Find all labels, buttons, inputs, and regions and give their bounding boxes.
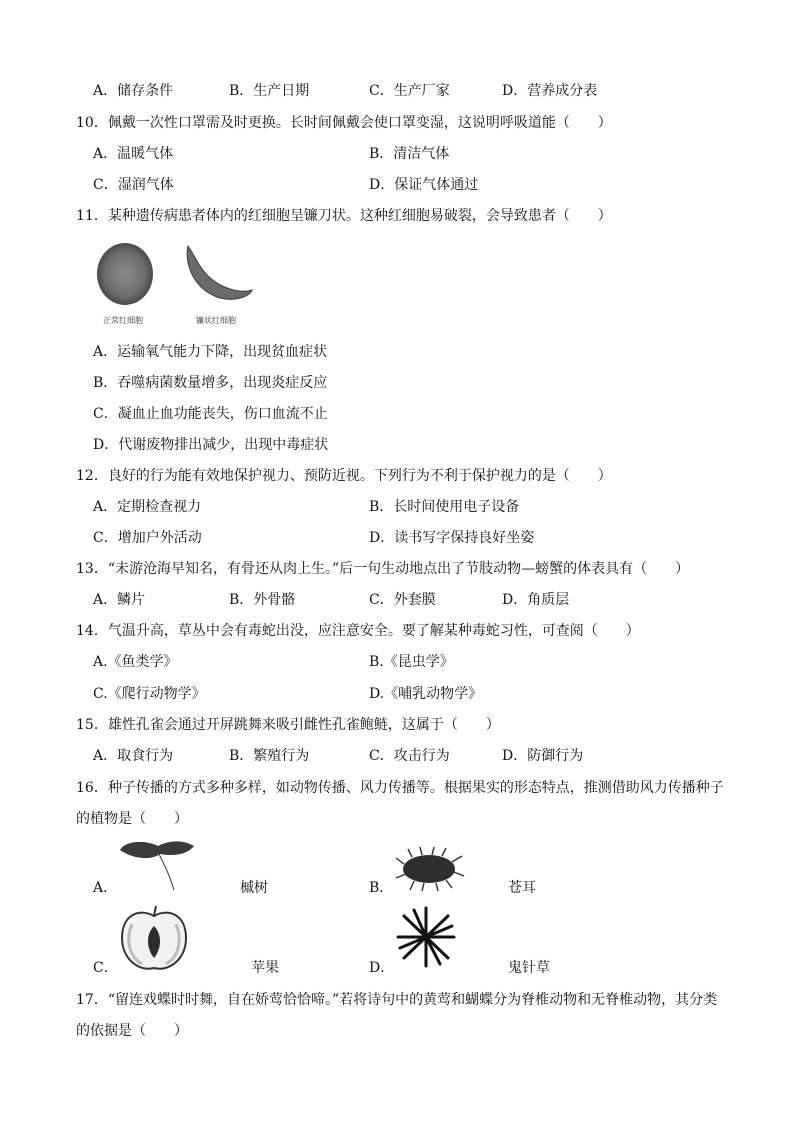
sickle-red-blood-cell-figure: [180, 240, 255, 305]
q14-option-b: B.《昆虫学》: [369, 654, 454, 670]
q12-option-c: C．增加户外活动: [93, 530, 202, 546]
q12-stem: 12．良好的行为能有效地保护视力、预防近视。下列行为不利于保护视力的是（ ）: [76, 468, 612, 484]
q14-stem: 14．气温升高，草丛中会有毒蛇出没，应注意安全。要了解某种毒蛇习性，可查阅（ ）: [76, 623, 640, 639]
q15-option-d: D．防御行为: [502, 748, 584, 764]
q16-option-c-name: 苹果: [251, 960, 279, 976]
q16-stem-line2: 的植物是（ ）: [76, 811, 188, 827]
q10-option-c: C．湿润气体: [93, 177, 174, 193]
q9-option-d: D．营养成分表: [502, 83, 598, 99]
q10-option-d: D．保证气体通过: [369, 177, 479, 193]
q10-option-a: A．温暖气体: [93, 146, 174, 162]
q12-option-b: B．长时间使用电子设备: [369, 499, 520, 515]
q10-stem: 10．佩戴一次性口罩需及时更换。长时间佩戴会使口罩变湿，这说明呼吸道能（ ）: [76, 115, 612, 131]
q16-option-c-letter: C．: [93, 960, 118, 976]
sickle-cell-caption: 镰状红细胞: [196, 316, 236, 325]
q9-option-c: C．生产厂家: [369, 83, 450, 99]
q11-option-a: A．运输氧气能力下降，出现贫血症状: [93, 344, 328, 360]
q12-option-a: A．定期检查视力: [93, 499, 202, 515]
q9-option-b: B．生产日期: [229, 83, 310, 99]
q16-option-a-letter: A．: [93, 880, 118, 896]
q16-stem-line1: 16．种子传播的方式多种多样，如动物传播、风力传播等。根据果实的形态特点，推测借助风力传播种子: [76, 780, 724, 796]
q15-stem: 15．雄性孔雀会通过开屏跳舞来吸引雌性孔雀鲍鲢，这属于（ ）: [76, 717, 500, 733]
cocklebur-figure: [392, 846, 466, 892]
q15-option-c: C．攻击行为: [369, 748, 450, 764]
q11-option-b: B．吞噬病菌数量增多，出现炎症反应: [93, 375, 328, 391]
q11-option-d: D．代谢废物排出减少，出现中毒症状: [93, 437, 329, 453]
normal-cell-caption: 正常红细胞: [103, 316, 143, 325]
normal-red-blood-cell-figure: [93, 240, 163, 310]
q17-stem-line1: 17．“留连戏蝶时时舞，自在娇莺恰恰啼。”若将诗句中的黄莺和蝴蝶分为脊椎动物和无脊椎动物，其分类: [76, 992, 718, 1008]
q16-option-a-name: 槭树: [240, 880, 268, 896]
q12-option-d: D．读书写字保持良好坐姿: [369, 530, 535, 546]
apple-cross-section-figure: [118, 904, 190, 974]
q16-option-b-letter: B．: [369, 880, 394, 896]
q13-option-a: A．鳞片: [93, 592, 146, 608]
q16-option-d-name: 鬼针草: [508, 960, 550, 976]
q15-option-b: B．繁殖行为: [229, 748, 310, 764]
q16-option-b-name: 苍耳: [508, 880, 536, 896]
q14-option-d: D.《哺乳动物学》: [369, 686, 483, 702]
q13-option-c: C．外套膜: [369, 592, 436, 608]
q17-stem-line2: 的依据是（ ）: [76, 1023, 188, 1039]
q15-option-a: A．取食行为: [93, 748, 174, 764]
q14-option-a: A.《鱼类学》: [93, 654, 178, 670]
q16-option-d-letter: D．: [369, 960, 395, 976]
q13-option-b: B．外骨骼: [229, 592, 296, 608]
q11-option-c: C．凝血止血功能丧失，伤口血流不止: [93, 406, 328, 422]
q10-option-b: B．清洁气体: [369, 146, 450, 162]
q9-option-a: A．储存条件: [93, 83, 174, 99]
q13-option-d: D．角质层: [502, 592, 570, 608]
q11-stem: 11．某种遗传病患者体内的红细胞呈镰刀状。这种红细胞易破裂，会导致患者（ ）: [76, 208, 612, 224]
q13-stem: 13．“未游沧海早知名，有骨还从肉上生。”后一句生动地点出了节肢动物—螃蟹的体表具有（ ）: [76, 561, 690, 577]
q14-option-c: C.《爬行动物学》: [93, 686, 206, 702]
beggarticks-seeds-figure: [392, 904, 460, 970]
maple-samara-figure: [112, 836, 202, 894]
